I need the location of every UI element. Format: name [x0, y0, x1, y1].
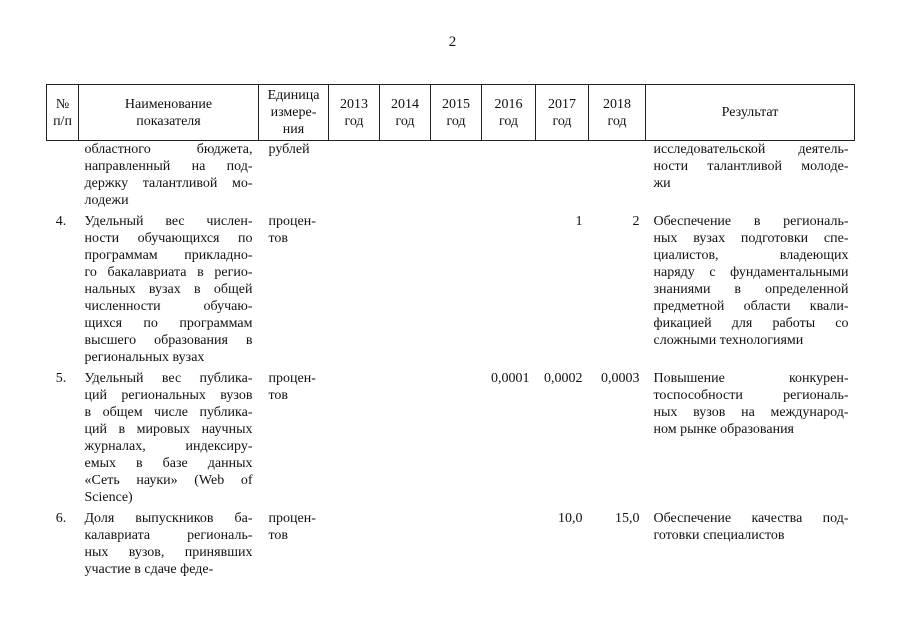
- cell-line: год: [498, 113, 519, 129]
- value-2015: [431, 370, 482, 510]
- cell-line: направленный на под-: [84, 159, 253, 174]
- unit-of-measure: [259, 370, 329, 510]
- indicator-name: [79, 141, 259, 214]
- row-number: [47, 141, 79, 214]
- table-body: [47, 141, 855, 583]
- unit-of-measure: [259, 510, 329, 582]
- cell-line: 2014: [391, 96, 419, 112]
- result-text: [646, 370, 855, 510]
- header-unit: [259, 85, 329, 141]
- indicator-name: [79, 370, 259, 510]
- cell-line: год: [344, 113, 364, 129]
- cell-line: сложными технологиями: [653, 333, 804, 348]
- value-2013: [329, 141, 380, 214]
- cell-line: Доля выпускников ба-: [84, 511, 253, 526]
- value-2014: [380, 213, 431, 370]
- cell-line: тоспособности региональ-: [653, 388, 849, 403]
- cell-line: тов: [268, 528, 289, 543]
- cell-line: п/п: [53, 113, 72, 129]
- value-2014: [380, 370, 431, 510]
- cell-line: ций в мировых научных: [84, 422, 253, 437]
- cell-line: нальных вузах в общей: [84, 282, 253, 297]
- header-2014: [380, 85, 431, 141]
- header-2018: [589, 85, 646, 141]
- cell-line: год: [607, 113, 627, 129]
- cell-line: готовки специалистов: [653, 528, 785, 543]
- cell-line: 2016: [494, 96, 523, 112]
- row-number: 5.: [55, 371, 67, 386]
- cell-line: в общем числе публика-: [84, 405, 253, 420]
- table-row: [47, 510, 855, 582]
- value-2016: [482, 213, 536, 370]
- cell-line: рублей: [268, 142, 310, 157]
- cell-line: 2015: [442, 96, 470, 112]
- cell-line: 2018: [603, 96, 631, 112]
- result-text: [646, 141, 855, 214]
- cell-line: предметной области квали-: [653, 299, 849, 314]
- table-row: [47, 213, 855, 370]
- value-2014: [380, 141, 431, 214]
- indicator-name: [79, 213, 259, 370]
- cell-line: Единица: [267, 88, 320, 103]
- page-number: 2: [448, 34, 457, 50]
- header-result: [646, 85, 855, 141]
- cell-line: Повышение конкурен-: [653, 371, 849, 386]
- cell-line: ния: [282, 122, 305, 137]
- value-2015: [431, 510, 482, 582]
- cell-line: фикацией для работы со: [653, 316, 849, 331]
- value-2013: [329, 370, 380, 510]
- value-2017: 0,0002: [544, 371, 583, 386]
- row-number: 4.: [55, 214, 67, 229]
- cell-line: циалистов, владеющих: [653, 248, 849, 263]
- cell-line: ных вузах подготовки спе-: [653, 231, 849, 246]
- cell-line: «Сеть науки» (Web of: [84, 473, 253, 488]
- value-2016: 0,0001: [491, 371, 530, 386]
- cell-line: Наименование: [124, 96, 213, 112]
- value-2017: 1: [575, 214, 583, 229]
- cell-line: исследовательской деятель-: [653, 142, 849, 157]
- cell-line: знаниями в определенной: [653, 282, 849, 297]
- table-row: [47, 370, 855, 510]
- cell-line: го бакалавриата в регио-: [84, 265, 253, 280]
- indicators-table: [46, 84, 855, 582]
- cell-line: ности обучающихся по: [84, 231, 253, 246]
- cell-line: процен-: [268, 511, 316, 526]
- cell-line: калавриата региональ-: [84, 528, 253, 543]
- header-2016: [482, 85, 536, 141]
- cell-line: Результат: [721, 105, 779, 120]
- header-2015: [431, 85, 482, 141]
- cell-line: процен-: [268, 214, 316, 229]
- value-2017: 10,0: [558, 511, 583, 526]
- cell-line: тов: [268, 231, 289, 246]
- value-2013: [329, 510, 380, 582]
- value-2018: 2: [632, 214, 640, 229]
- cell-line: региональных вузах: [84, 350, 205, 365]
- value-2018: [589, 141, 646, 214]
- cell-line: жи: [653, 176, 671, 191]
- value-2016: [482, 510, 536, 582]
- value-2017: [536, 141, 589, 214]
- header-name: [79, 85, 259, 141]
- value-2013: [329, 213, 380, 370]
- value-2015: [431, 141, 482, 214]
- cell-line: высшего образования в: [84, 333, 253, 348]
- cell-line: программам прикладно-: [84, 248, 253, 263]
- cell-line: Удельный вес числен-: [84, 214, 253, 229]
- header-2017: [536, 85, 589, 141]
- result-text: [646, 213, 855, 370]
- cell-line: ном рынке образования: [653, 422, 794, 437]
- cell-line: год: [552, 113, 572, 129]
- value-2014: [380, 510, 431, 582]
- cell-line: ных вузов, принявших: [84, 545, 253, 560]
- cell-line: ных вузов на международ-: [653, 405, 849, 420]
- value-2018: 0,0003: [601, 371, 640, 386]
- cell-line: держку талантливой мо-: [84, 176, 253, 191]
- cell-line: лодежи: [84, 193, 129, 208]
- indicator-name: [79, 510, 259, 582]
- cell-line: численности обучаю-: [84, 299, 253, 314]
- cell-line: Обеспечение в региональ-: [653, 214, 849, 229]
- header-2013: [329, 85, 380, 141]
- cell-line: щихся по программам: [84, 316, 253, 331]
- header-num: [47, 85, 79, 141]
- row-number: 6.: [55, 511, 67, 526]
- unit-of-measure: [259, 213, 329, 370]
- unit-of-measure: [259, 141, 329, 214]
- cell-line: 2013: [340, 96, 368, 112]
- cell-line: участие в сдаче феде-: [84, 562, 214, 577]
- cell-line: показателя: [136, 113, 201, 129]
- cell-line: Удельный вес публика-: [84, 371, 253, 386]
- value-2015: [431, 213, 482, 370]
- cell-line: наряду с фундаментальными: [653, 265, 849, 280]
- cell-line: емых в базе данных: [84, 456, 253, 471]
- cell-line: 2017: [548, 96, 576, 112]
- table-row: [47, 141, 855, 214]
- cell-line: год: [395, 113, 415, 129]
- cell-line: №: [55, 96, 70, 112]
- cell-line: измере-: [270, 105, 317, 120]
- cell-line: областного бюджета,: [84, 142, 253, 157]
- cell-line: журналах, индексиру-: [84, 439, 253, 454]
- cell-line: ности талантливой молоде-: [653, 159, 849, 174]
- result-text: [646, 510, 855, 582]
- cell-line: Science): [84, 490, 133, 505]
- cell-line: год: [446, 113, 466, 129]
- value-2016: [482, 141, 536, 214]
- table-header-row: [47, 85, 855, 141]
- cell-line: Обеспечение качества под-: [653, 511, 849, 526]
- value-2018: 15,0: [615, 511, 640, 526]
- cell-line: ций региональных вузов: [84, 388, 253, 403]
- cell-line: тов: [268, 388, 289, 403]
- cell-line: процен-: [268, 371, 316, 386]
